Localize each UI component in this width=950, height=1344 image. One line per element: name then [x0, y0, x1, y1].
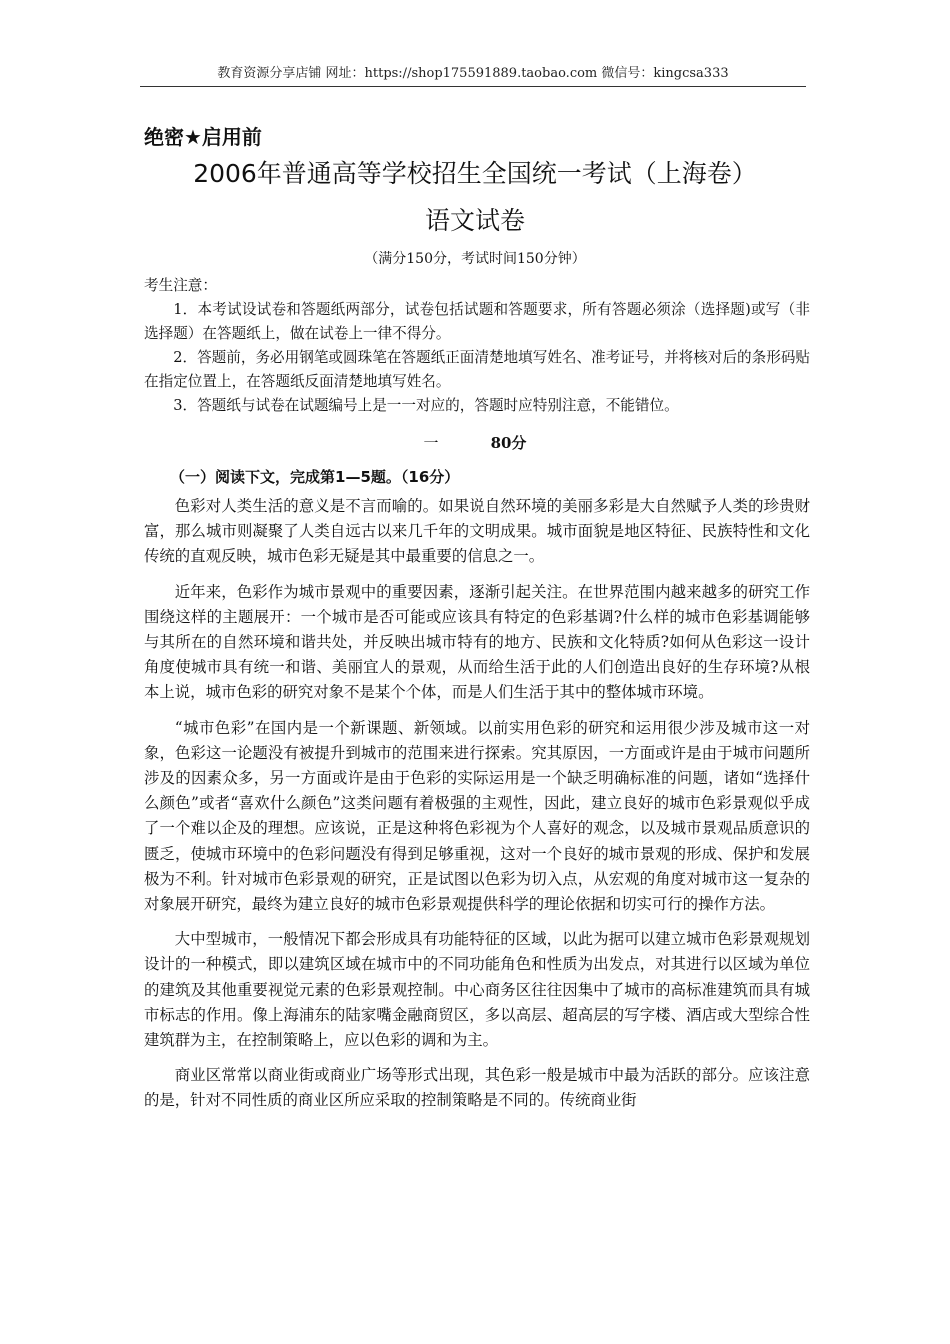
- score-note: （满分150分，考试时间150分钟）: [364, 251, 586, 267]
- notice-item: 2．答题前，务必用钢笔或圆珠笔在答题纸正面清楚地填写姓名、准考证号，并将核对后的条形码贴在指定位置上，在答题纸反面清楚地填写姓名。: [144, 349, 811, 390]
- passage-paragraph: 近年来，色彩作为城市景观中的重要因素，逐渐引起关注。在世界范围内越来越多的研究工作围绕这样的主题展开：一个城市是否可能或应该具有特定的色彩基调?什么样的城市色彩基调能够与其所在的自然环境和谐共处，并反映出城市特有的地方、民族和文化特质?如何从色彩这一设计角度使城市具有统一和谐、美丽宜人的景观，从而给生活于此的人们创造出良好的生存环境?从根本上说，城市色彩的研究对象不是某个个体，而是人们生活于其中的整体城市环境。: [144, 582, 810, 702]
- section-score: 80分: [490, 434, 527, 452]
- section-number: 一: [423, 434, 439, 452]
- header-divider: [140, 86, 806, 87]
- subject-title: 语文试卷: [424, 206, 525, 235]
- reading-passage: [144, 494, 810, 1124]
- candidate-notice: [144, 274, 810, 418]
- passage-paragraph: 色彩对人类生活的意义是不言而喻的。如果说自然环境的美丽多彩是大自然赋予人类的珍贵财富，那么城市则凝聚了人类自远古以来几千年的文明成果。城市面貌是地区特征、民族特性和文化传统的直观反映，城市色彩无疑是其中最重要的信息之一。: [144, 497, 810, 566]
- exam-title: 2006年普通高等学校招生全国统一考试（上海卷）: [193, 159, 757, 188]
- passage-paragraph: “城市色彩”在国内是一个新课题、新领域。以前实用色彩的研究和运用很少涉及城市这一对象，色彩这一论题没有被提升到城市的范围来进行探索。究其原因，一方面或许是由于城市问题所涉及的因素众多，另一方面或许是由于色彩的实际运用是一个缺乏明确标准的问题，诸如“选择什么颜色”或者“喜欢什么颜色”这类问题有着极强的主观性，因此，建立良好的城市色彩景观似乎成了一个难以企及的理想。应该说，正是这种将色彩视为个人喜好的观念，以及城市景观品质意识的匮乏，使城市环境中的色彩问题没有得到足够重视，这对一个良好的城市景观的形成、保护和发展极为不利。针对城市色彩景观的研究，正是试图以色彩为切入点，从宏观的角度对城市这一复杂的对象展开研究，最终为建立良好的城市色彩景观提供科学的理论依据和切实可行的操作方法。: [144, 718, 810, 914]
- notice-item: 3．答题纸与试卷在试题编号上是一一对应的，答题时应特别注意，不能错位。: [173, 397, 679, 414]
- subsection-heading: （一）阅读下文，完成第1—5题。（16分）: [170, 468, 460, 486]
- section-heading: [0, 430, 950, 456]
- notice-heading: 考生注意：: [144, 277, 217, 294]
- passage-paragraph: 大中型城市，一般情况下都会形成具有功能特征的区域，以此为据可以建立城市色彩景观规划设计的一种模式，即以建筑区域在城市中的不同功能角色和性质为出发点，对其进行以区域为单位的建筑及其他重要视觉元素的色彩景观控制。中心商务区往往因集中了城市的高标准建筑而具有城市标志的作用。像上海浦东的陆家嘴金融商贸区，多以高层、超高层的写字楼、酒店或大型综合性建筑群为主，在控制策略上，应以色彩的调和为主。: [144, 930, 810, 1050]
- notice-item: 1．本考试设试卷和答题纸两部分，试卷包括试题和答题要求，所有答题必须涂（选择题)或写（非选择题）在答题纸上，做在试卷上一律不得分。: [144, 301, 810, 342]
- passage-paragraph: 商业区常常以商业街或商业广场等形式出现，其色彩一般是城市中最为活跃的部分。应该注意的是，针对不同性质的商业区所应采取的控制策略是不同的。传统商业街: [144, 1066, 810, 1110]
- secret-label: 绝密★启用前: [144, 125, 262, 149]
- shop-header-text: 教育资源分享店铺 网址：https://shop175591889.taobao.com 微信号：kingcsa333: [217, 66, 729, 81]
